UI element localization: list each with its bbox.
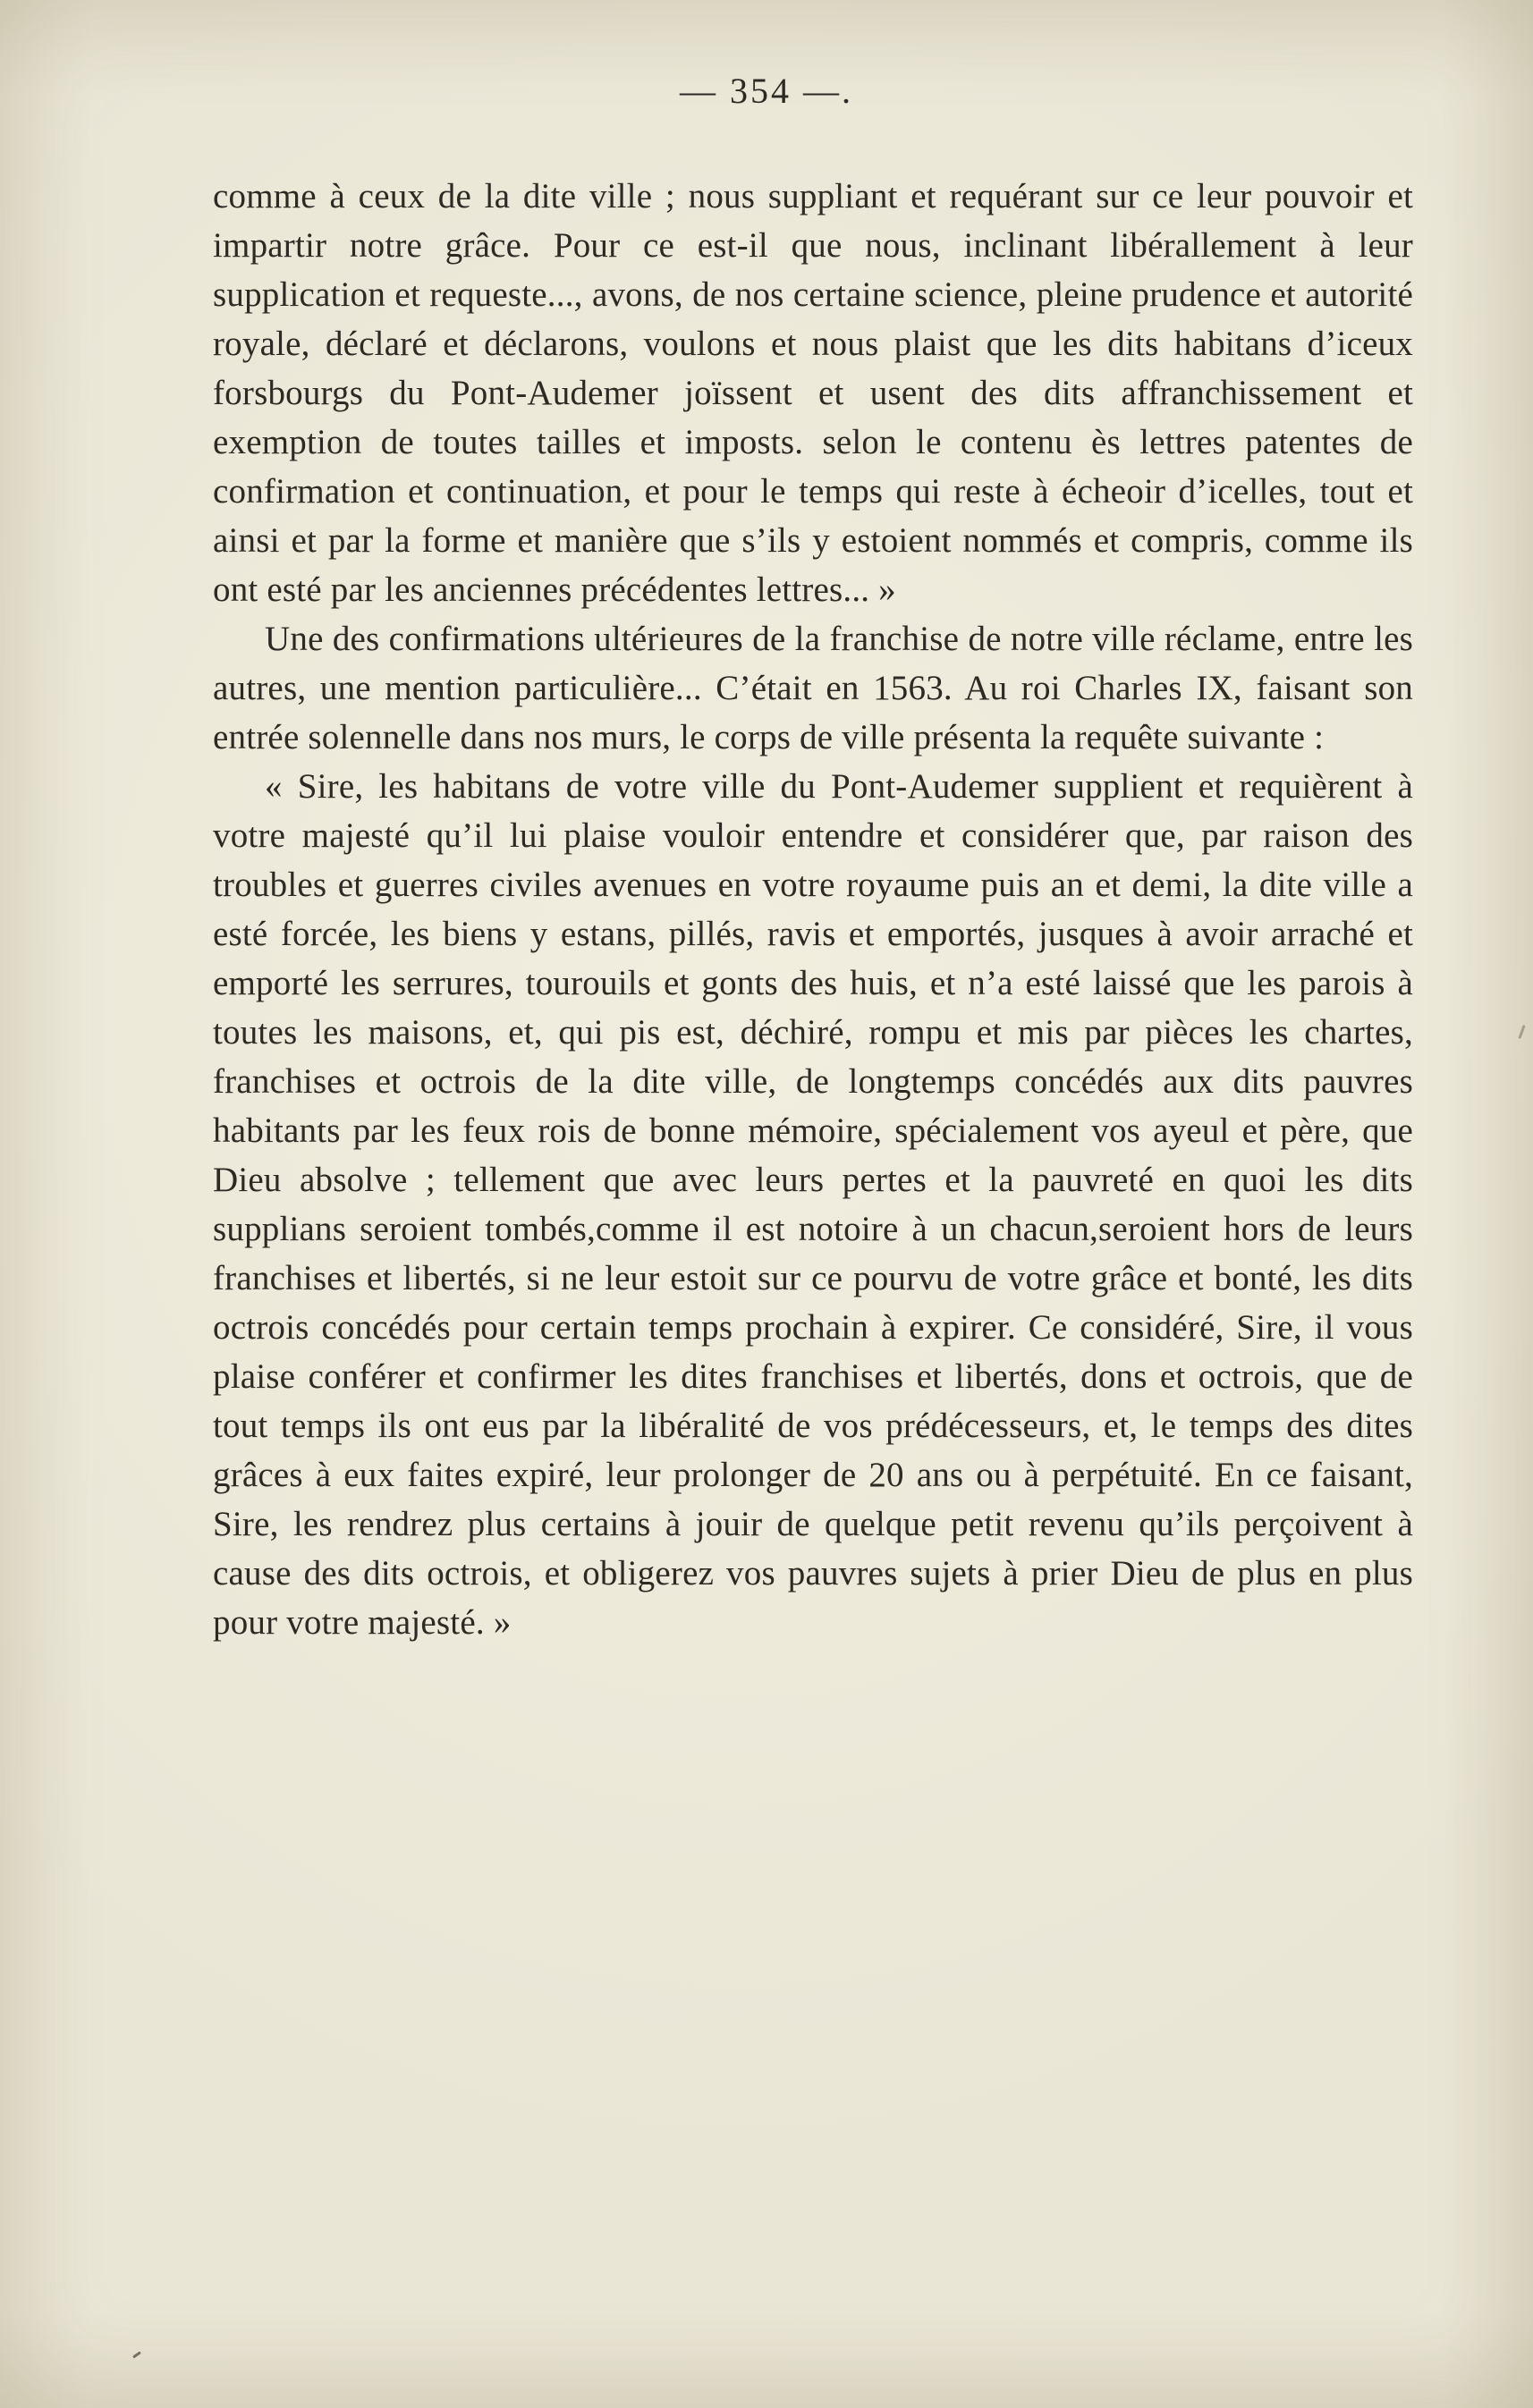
scan-edge-mark bbox=[1518, 1025, 1525, 1039]
page-number-header: — 354 —. bbox=[680, 71, 853, 111]
paragraph-continuation: comme à ceux de la dite ville ; nous suppliant et requérant sur ce leur pouvoir et impartir notre grâce. Pour ce est-il que nous, inclinant libérallement à leur supplication et requeste..., avons, de nos certaine science, pleine prudence et autorité royale, déclaré et déclarons, voulons et nous plaist que les dits habitans d’iceux forsbourgs du Pont-Audemer joïssent et usent des dits affranchissement et exemption de toutes tailles et imposts. selon le contenu ès lettres patentes de confirmation et continuation, et pour le temps qui reste à écheoir d’icelles, tout et ainsi et par la forme et manière que s’ils y estoient nommés et compris, comme ils ont esté par les anciennes précédentes lettres... » bbox=[213, 177, 1413, 609]
paragraph-requete-sire: « Sire, les habitans de votre ville du Pont-Audemer supplient et requièrent à votre majesté qu’il lui plaise vouloir entendre et considérer que, par raison des troubles et guerres civiles avenues en votre royaume puis an et demi, la dite ville a esté forcée, les biens y estans, pillés, ravis et emportés, jusques à avoir arraché et emporté les serrures, tourouils et gonts des huis, et n’a esté laissé que les parois à toutes les maisons, et, qui pis est, déchiré, rompu et mis par pièces les chartes, franchises et octrois de la dite ville, de longtemps concédés aux dits pauvres habitants par les feux rois de bonne mémoire, spécialement vos ayeul et père, que Dieu absolve ; tellement que avec leurs pertes et la pauvreté en quoi les dits supplians seroient tombés,comme il est notoire à un chacun,seroient hors de leurs franchises et libertés, si ne leur estoit sur ce pourvu de votre grâce et bonté, les dits octrois concédés pour certain temps prochain à expirer. Ce considéré, Sire, il vous plaise conférer et confirmer les dites franchises et libertés, dons et octrois, que de tout temps ils ont eus par la libéralité de vos prédécesseurs, et, le temps des dites grâces à eux faites expiré, leur prolonger de 20 ans ou à perpétuité. En ce faisant, Sire, les rendrez plus certains à jouir de quelque petit revenu qu’ils perçoivent à cause des dits octrois, et obligerez vos pauvres sujets à prier Dieu de plus en plus pour votre majesté. » bbox=[213, 767, 1413, 1642]
printers-signature-mark bbox=[132, 2351, 141, 2358]
text-block bbox=[213, 172, 1413, 1647]
paragraph-confirmations: Une des confirmations ultérieures de la franchise de notre ville réclame, entre les autres, une mention particulière... C’était en 1563. Au roi Charles IX, faisant son entrée solennelle dans nos murs, le corps de ville présenta la requête suivante : bbox=[213, 620, 1413, 756]
